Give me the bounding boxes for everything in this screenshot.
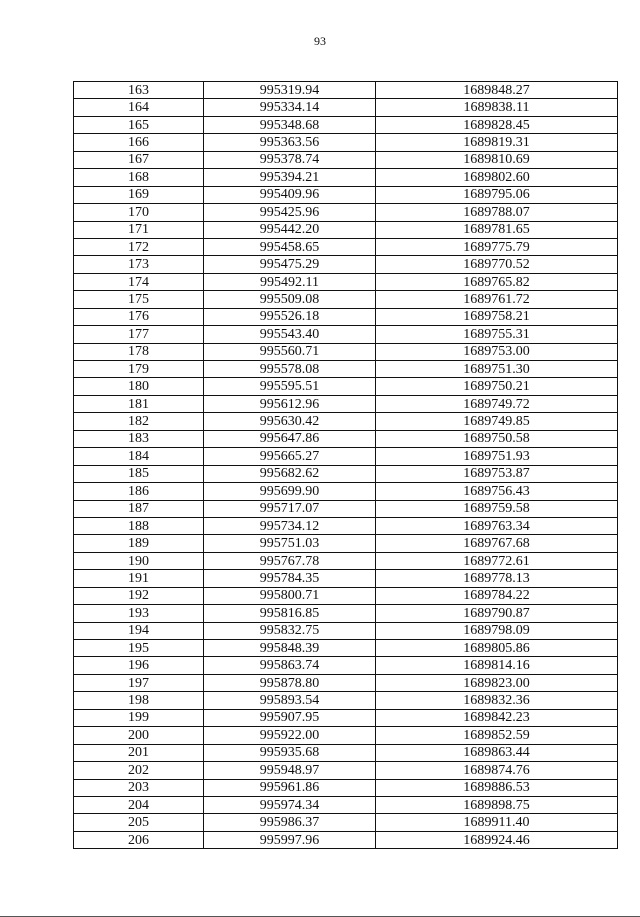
x-coordinate-cell: 995475.29: [204, 256, 376, 273]
point-number-cell: 176: [74, 308, 204, 325]
x-coordinate-cell: 995878.80: [204, 674, 376, 691]
y-coordinate-cell: 1689772.61: [376, 552, 618, 569]
point-number-cell: 190: [74, 552, 204, 569]
y-coordinate-cell: 1689755.31: [376, 326, 618, 343]
point-number-cell: 178: [74, 343, 204, 360]
table-row: [74, 535, 618, 552]
x-coordinate-cell: 995935.68: [204, 744, 376, 761]
y-coordinate-cell: 1689759.58: [376, 500, 618, 517]
table-row: [74, 570, 618, 587]
table-row: [74, 448, 618, 465]
y-coordinate-cell: 1689750.58: [376, 430, 618, 447]
point-number-cell: 167: [74, 151, 204, 168]
y-coordinate-cell: 1689753.00: [376, 343, 618, 360]
point-number-cell: 194: [74, 622, 204, 639]
y-coordinate-cell: 1689798.09: [376, 622, 618, 639]
table-row: [74, 361, 618, 378]
point-number-cell: 164: [74, 99, 204, 116]
x-coordinate-cell: 995509.08: [204, 291, 376, 308]
table-row: [74, 640, 618, 657]
y-coordinate-cell: 1689788.07: [376, 204, 618, 221]
y-coordinate-cell: 1689749.72: [376, 395, 618, 412]
y-coordinate-cell: 1689778.13: [376, 570, 618, 587]
y-coordinate-cell: 1689781.65: [376, 221, 618, 238]
y-coordinate-cell: 1689790.87: [376, 605, 618, 622]
x-coordinate-cell: 995767.78: [204, 552, 376, 569]
table-row: [74, 587, 618, 604]
y-coordinate-cell: 1689814.16: [376, 657, 618, 674]
point-number-cell: 172: [74, 238, 204, 255]
x-coordinate-cell: 995974.34: [204, 796, 376, 813]
table-row: [74, 517, 618, 534]
point-number-cell: 198: [74, 692, 204, 709]
x-coordinate-cell: 995816.85: [204, 605, 376, 622]
x-coordinate-cell: 995560.71: [204, 343, 376, 360]
y-coordinate-cell: 1689784.22: [376, 587, 618, 604]
coordinates-table-body: [74, 82, 618, 849]
point-number-cell: 201: [74, 744, 204, 761]
y-coordinate-cell: 1689911.40: [376, 814, 618, 831]
x-coordinate-cell: 995492.11: [204, 273, 376, 290]
y-coordinate-cell: 1689756.43: [376, 483, 618, 500]
point-number-cell: 181: [74, 395, 204, 412]
point-number-cell: 170: [74, 204, 204, 221]
coordinates-table: [73, 81, 618, 849]
y-coordinate-cell: 1689823.00: [376, 674, 618, 691]
y-coordinate-cell: 1689852.59: [376, 727, 618, 744]
x-coordinate-cell: 995961.86: [204, 779, 376, 796]
x-coordinate-cell: 995800.71: [204, 587, 376, 604]
y-coordinate-cell: 1689761.72: [376, 291, 618, 308]
x-coordinate-cell: 995665.27: [204, 448, 376, 465]
table-row: [74, 151, 618, 168]
table-row: [74, 186, 618, 203]
point-number-cell: 168: [74, 169, 204, 186]
x-coordinate-cell: 995363.56: [204, 134, 376, 151]
table-row: [74, 413, 618, 430]
point-number-cell: 203: [74, 779, 204, 796]
point-number-cell: 175: [74, 291, 204, 308]
point-number-cell: 195: [74, 640, 204, 657]
y-coordinate-cell: 1689832.36: [376, 692, 618, 709]
point-number-cell: 171: [74, 221, 204, 238]
point-number-cell: 196: [74, 657, 204, 674]
x-coordinate-cell: 995647.86: [204, 430, 376, 447]
table-row: [74, 465, 618, 482]
point-number-cell: 173: [74, 256, 204, 273]
point-number-cell: 180: [74, 378, 204, 395]
y-coordinate-cell: 1689805.86: [376, 640, 618, 657]
y-coordinate-cell: 1689810.69: [376, 151, 618, 168]
y-coordinate-cell: 1689775.79: [376, 238, 618, 255]
x-coordinate-cell: 995734.12: [204, 517, 376, 534]
point-number-cell: 183: [74, 430, 204, 447]
x-coordinate-cell: 995682.62: [204, 465, 376, 482]
x-coordinate-cell: 995922.00: [204, 727, 376, 744]
y-coordinate-cell: 1689770.52: [376, 256, 618, 273]
table-row: [74, 343, 618, 360]
y-coordinate-cell: 1689765.82: [376, 273, 618, 290]
table-row: [74, 256, 618, 273]
table-row: [74, 204, 618, 221]
table-row: [74, 169, 618, 186]
table-row: [74, 552, 618, 569]
y-coordinate-cell: 1689924.46: [376, 831, 618, 848]
y-coordinate-cell: 1689758.21: [376, 308, 618, 325]
point-number-cell: 200: [74, 727, 204, 744]
point-number-cell: 166: [74, 134, 204, 151]
point-number-cell: 197: [74, 674, 204, 691]
point-number-cell: 192: [74, 587, 204, 604]
x-coordinate-cell: 995595.51: [204, 378, 376, 395]
x-coordinate-cell: 995319.94: [204, 82, 376, 99]
table-row: [74, 500, 618, 517]
x-coordinate-cell: 995832.75: [204, 622, 376, 639]
x-coordinate-cell: 995409.96: [204, 186, 376, 203]
table-row: [74, 692, 618, 709]
x-coordinate-cell: 995751.03: [204, 535, 376, 552]
y-coordinate-cell: 1689753.87: [376, 465, 618, 482]
x-coordinate-cell: 995394.21: [204, 169, 376, 186]
y-coordinate-cell: 1689819.31: [376, 134, 618, 151]
y-coordinate-cell: 1689767.68: [376, 535, 618, 552]
x-coordinate-cell: 995458.65: [204, 238, 376, 255]
x-coordinate-cell: 995848.39: [204, 640, 376, 657]
table-row: [74, 779, 618, 796]
table-row: [74, 238, 618, 255]
table-row: [74, 116, 618, 133]
y-coordinate-cell: 1689795.06: [376, 186, 618, 203]
table-row: [74, 762, 618, 779]
table-row: [74, 727, 618, 744]
x-coordinate-cell: 995893.54: [204, 692, 376, 709]
table-row: [74, 709, 618, 726]
y-coordinate-cell: 1689863.44: [376, 744, 618, 761]
page-number: 93: [314, 34, 326, 48]
x-coordinate-cell: 995717.07: [204, 500, 376, 517]
x-coordinate-cell: 995907.95: [204, 709, 376, 726]
point-number-cell: 163: [74, 82, 204, 99]
table-row: [74, 814, 618, 831]
table-row: [74, 134, 618, 151]
y-coordinate-cell: 1689828.45: [376, 116, 618, 133]
x-coordinate-cell: 995784.35: [204, 570, 376, 587]
y-coordinate-cell: 1689898.75: [376, 796, 618, 813]
point-number-cell: 193: [74, 605, 204, 622]
table-row: [74, 657, 618, 674]
x-coordinate-cell: 995526.18: [204, 308, 376, 325]
table-row: [74, 99, 618, 116]
point-number-cell: 188: [74, 517, 204, 534]
point-number-cell: 177: [74, 326, 204, 343]
x-coordinate-cell: 995334.14: [204, 99, 376, 116]
point-number-cell: 206: [74, 831, 204, 848]
y-coordinate-cell: 1689842.23: [376, 709, 618, 726]
x-coordinate-cell: 995612.96: [204, 395, 376, 412]
table-row: [74, 221, 618, 238]
point-number-cell: 186: [74, 483, 204, 500]
x-coordinate-cell: 995699.90: [204, 483, 376, 500]
table-row: [74, 326, 618, 343]
y-coordinate-cell: 1689874.76: [376, 762, 618, 779]
y-coordinate-cell: 1689751.30: [376, 361, 618, 378]
x-coordinate-cell: 995543.40: [204, 326, 376, 343]
table-row: [74, 308, 618, 325]
y-coordinate-cell: 1689751.93: [376, 448, 618, 465]
y-coordinate-cell: 1689886.53: [376, 779, 618, 796]
point-number-cell: 205: [74, 814, 204, 831]
table-row: [74, 378, 618, 395]
x-coordinate-cell: 995578.08: [204, 361, 376, 378]
x-coordinate-cell: 995442.20: [204, 221, 376, 238]
point-number-cell: 187: [74, 500, 204, 517]
x-coordinate-cell: 995986.37: [204, 814, 376, 831]
table-row: [74, 796, 618, 813]
x-coordinate-cell: 995863.74: [204, 657, 376, 674]
y-coordinate-cell: 1689838.11: [376, 99, 618, 116]
point-number-cell: 202: [74, 762, 204, 779]
point-number-cell: 165: [74, 116, 204, 133]
table-row: [74, 483, 618, 500]
y-coordinate-cell: 1689750.21: [376, 378, 618, 395]
table-row: [74, 605, 618, 622]
table-row: [74, 273, 618, 290]
x-coordinate-cell: 995348.68: [204, 116, 376, 133]
point-number-cell: 174: [74, 273, 204, 290]
point-number-cell: 169: [74, 186, 204, 203]
table-row: [74, 430, 618, 447]
point-number-cell: 191: [74, 570, 204, 587]
y-coordinate-cell: 1689749.85: [376, 413, 618, 430]
point-number-cell: 199: [74, 709, 204, 726]
point-number-cell: 184: [74, 448, 204, 465]
table-row: [74, 831, 618, 848]
x-coordinate-cell: 995630.42: [204, 413, 376, 430]
point-number-cell: 179: [74, 361, 204, 378]
point-number-cell: 189: [74, 535, 204, 552]
table-row: [74, 395, 618, 412]
point-number-cell: 182: [74, 413, 204, 430]
x-coordinate-cell: 995378.74: [204, 151, 376, 168]
table-row: [74, 744, 618, 761]
table-row: [74, 622, 618, 639]
x-coordinate-cell: 995948.97: [204, 762, 376, 779]
table-row: [74, 82, 618, 99]
table-row: [74, 291, 618, 308]
y-coordinate-cell: 1689763.34: [376, 517, 618, 534]
point-number-cell: 204: [74, 796, 204, 813]
y-coordinate-cell: 1689802.60: [376, 169, 618, 186]
x-coordinate-cell: 995425.96: [204, 204, 376, 221]
y-coordinate-cell: 1689848.27: [376, 82, 618, 99]
table-row: [74, 674, 618, 691]
x-coordinate-cell: 995997.96: [204, 831, 376, 848]
point-number-cell: 185: [74, 465, 204, 482]
